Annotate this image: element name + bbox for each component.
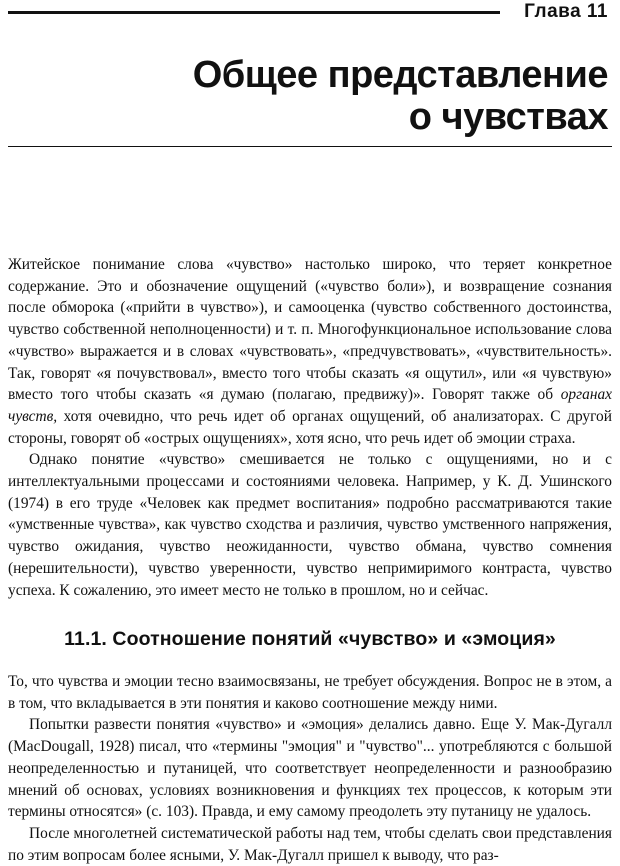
- paragraph-text: Житейское понимание слова «чувство» настолько широко, что теряет конкретное содержание. Это и обозначение ощущений («чувство боли»), и возвращение сознания после обморока («прийти в чувство»), и самооценка (чувство собственного достоинства, чувство собственной неполноценности) и т. п. Многофункциональное использование слова «чувство» выражается и в словах «чувствовать», «предчувствовать», «чувствительность». Так, говорят «я почувствовал», вместо того чтобы сказать «я ощутил», или «я чувствую» вместо того чтобы сказать «я думаю (полагаю, предвижу)». Говорят также об: [8, 256, 612, 404]
- paragraph: [8, 254, 612, 449]
- chapter-title-line-1: Общее представление: [192, 54, 608, 96]
- paragraph: Однако понятие «чувство» смешивается не только с ощущениями, но и с интеллектуальными процессами и состояниями человека. Например, у К. Д. Ушинского (1974) в его труде «Человек как предмет воспитания» подробно рассматриваются такие «умственные чувства», как чувство сходства и различия, чувство умственного напряжения, чувство ожидания, чувство неожиданности, чувство обмана, чувство сомнения (нерешительности), чувство уверенности, чувство непримиримого контраста, чувство успеха. К сожалению, это имеет место не только в прошлом, но и сейчас.: [8, 451, 612, 599]
- chapter-title-line-2: о чувствах: [408, 96, 608, 138]
- chapter-title: [193, 54, 608, 138]
- intro-text: [8, 254, 612, 601]
- chapter-label: Глава 11: [524, 1, 608, 22]
- paragraph: После многолетней систематической работы над тем, чтобы сделать свои представления по этим вопросам более ясными, У. Мак-Дугалл пришел к выводу, что раз-: [8, 824, 612, 864]
- title-rule: [8, 146, 612, 147]
- header-rule: [8, 11, 500, 14]
- section-text: [8, 671, 612, 866]
- section-heading: 11.1. Соотношение понятий «чувство» и «эмоция»: [64, 628, 556, 650]
- paragraph: То, что чувства и эмоции тесно взаимосвязаны, не требует обсуждения. Вопрос не в этом, а в том, что вкладывается в эти понятия и каково соотношение между ними.: [8, 673, 612, 712]
- italic-term: органах чувств,: [8, 386, 612, 425]
- paragraph-text: хотя очевидно, что речь идет об органах ощущений, об анализаторах. С другой стороны, говорят об «острых ощущениях», хотя ясно, что речь идет об эмоции страха.: [8, 407, 612, 447]
- paragraph: Попытки развести понятия «чувство» и «эмоция» делались давно. Еще У. Мак-Дугалл (MacDougall, 1928) писал, что «термины "эмоция" и "чувство"... употребляются с большой неопределенностью и путаницей, что соответствует неопределенности и разнообразию мнений об основах, условиях возникновения и функциях тех процессов, к которым эти термины относятся» (с. 103). Правда, и ему самому преодолеть эту путаницу не удалось.: [8, 716, 612, 821]
